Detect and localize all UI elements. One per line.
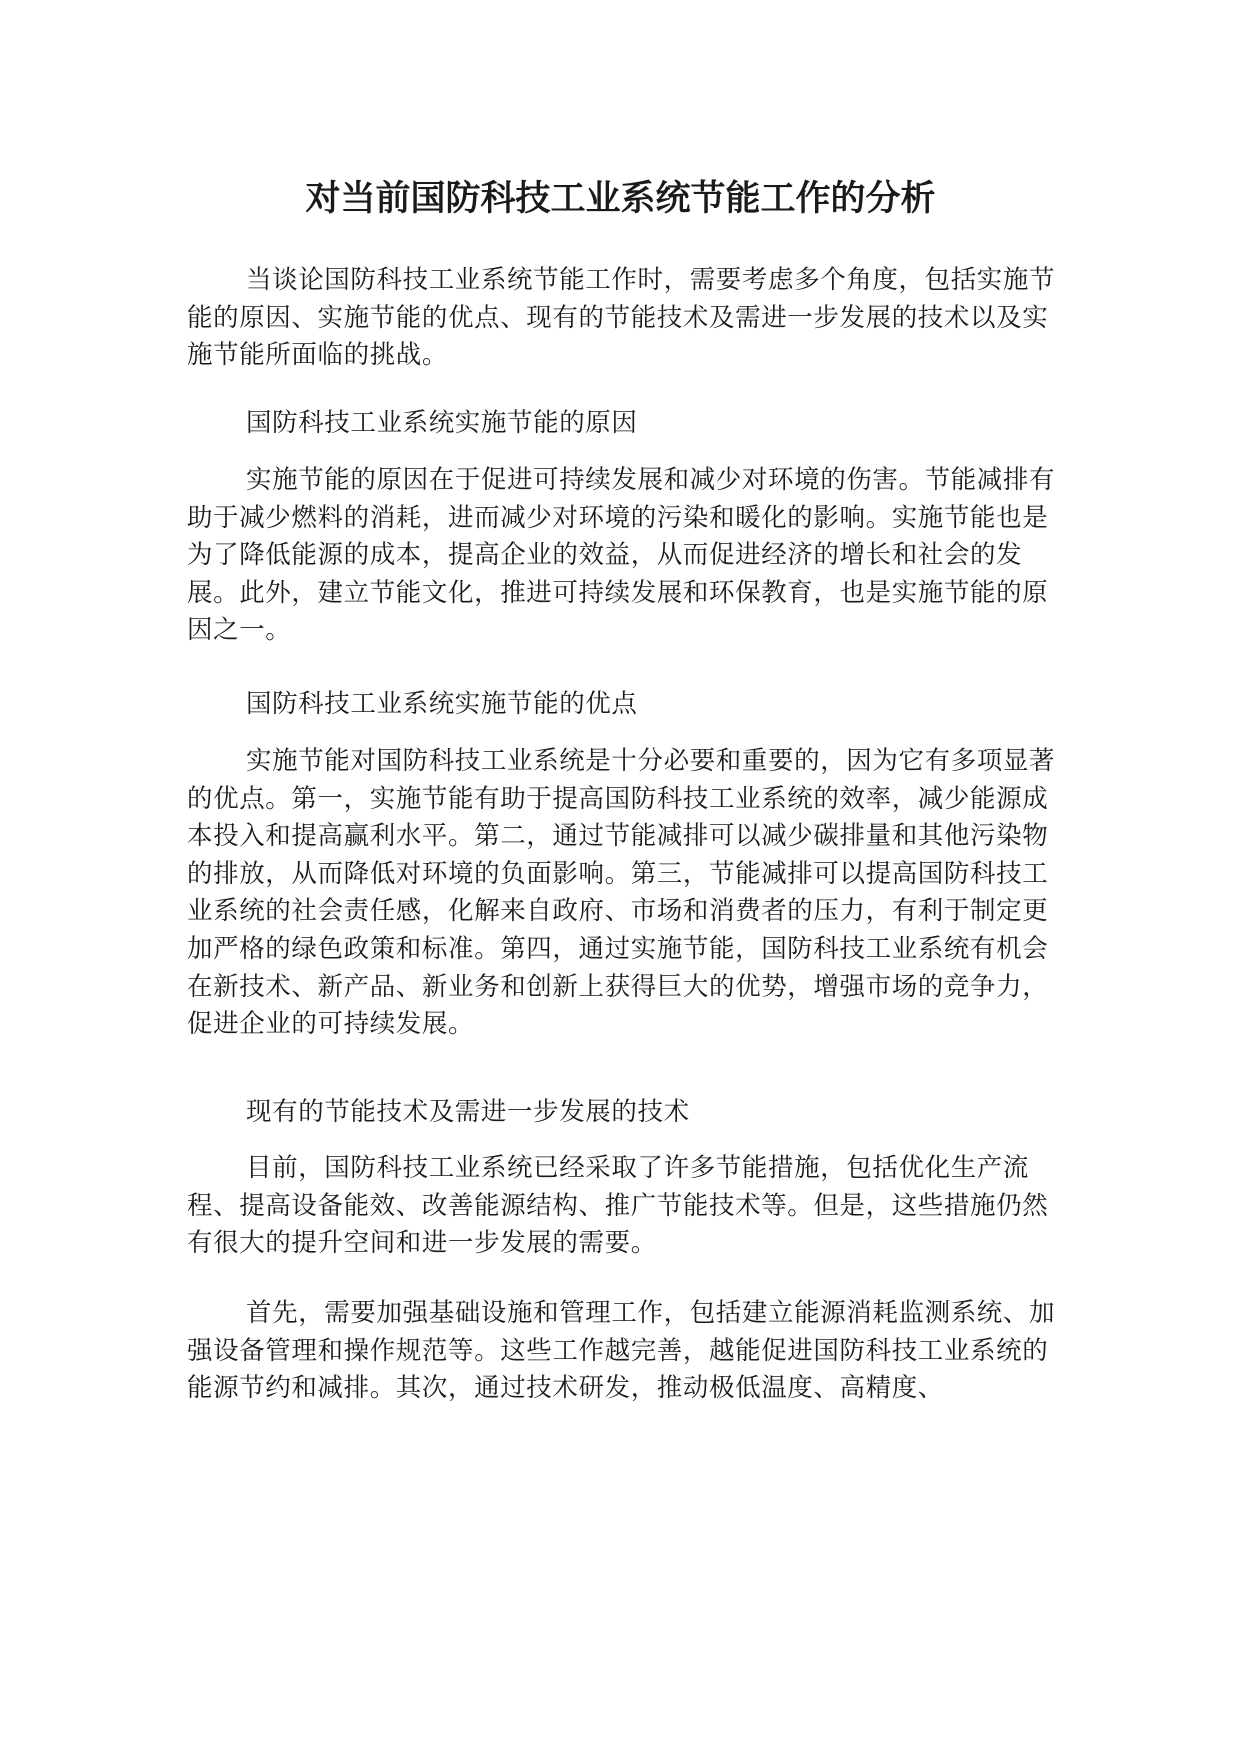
intro-paragraph: 当谈论国防科技工业系统节能工作时，需要考虑多个角度，包括实施节能的原因、实施节能的优点、现有的节能技术及需进一步发展的技术以及实施节能所面临的挑战。 (187, 265, 1056, 371)
technologies-paragraph: 目前，国防科技工业系统已经采取了许多节能措施，包括优化生产流程、提高设备能效、改善能源结构、推广节能技术等。但是，这些措施仍然有很大的提升空间和进一步发展的需要。 (187, 1153, 1049, 1259)
section-heading-advantages: 国防科技工业系统实施节能的优点 (246, 689, 638, 719)
section-heading-technologies: 现有的节能技术及需进一步发展的技术 (246, 1097, 690, 1127)
advantages-paragraph: 实施节能对国防科技工业系统是十分必要和重要的，因为它有多项显著的优点。第一，实施节能有助于提高国防科技工业系统的效率，减少能源成本投入和提高赢利水平。第二，通过节能减排可以减少碳排量和其他污染物的排放，从而降低对环境的负面影响。第三，节能减排可以提高国防科技工业系统的社会责任感，化解来自政府、市场和消费者的压力，有利于制定更加严格的绿色政策和标准。第四，通过实施节能，国防科技工业系统有机会在新技术、新产品、新业务和创新上获得巨大的优势，增强市场的竞争力，促进企业的可持续发展。 (187, 746, 1056, 1040)
reasons-paragraph: 实施节能的原因在于促进可持续发展和减少对环境的伤害。节能减排有助于减少燃料的消耗，进而减少对环境的污染和暖化的影响。实施节能也是为了降低能源的成本，提高企业的效益，从而促进经济的增长和社会的发展。此外，建立节能文化，推进可持续发展和环保教育，也是实施节能的原因之一。 (187, 465, 1056, 646)
document-title: 对当前国防科技工业系统节能工作的分析 (305, 179, 936, 219)
first-measure-paragraph: 首先，需要加强基础设施和管理工作，包括建立能源消耗监测系统、加强设备管理和操作规范等。这些工作越完善，越能促进国防科技工业系统的能源节约和减排。其次，通过技术研发，推动极低温度、高精度、 (187, 1298, 1056, 1404)
section-heading-reasons: 国防科技工业系统实施节能的原因 (246, 408, 638, 438)
